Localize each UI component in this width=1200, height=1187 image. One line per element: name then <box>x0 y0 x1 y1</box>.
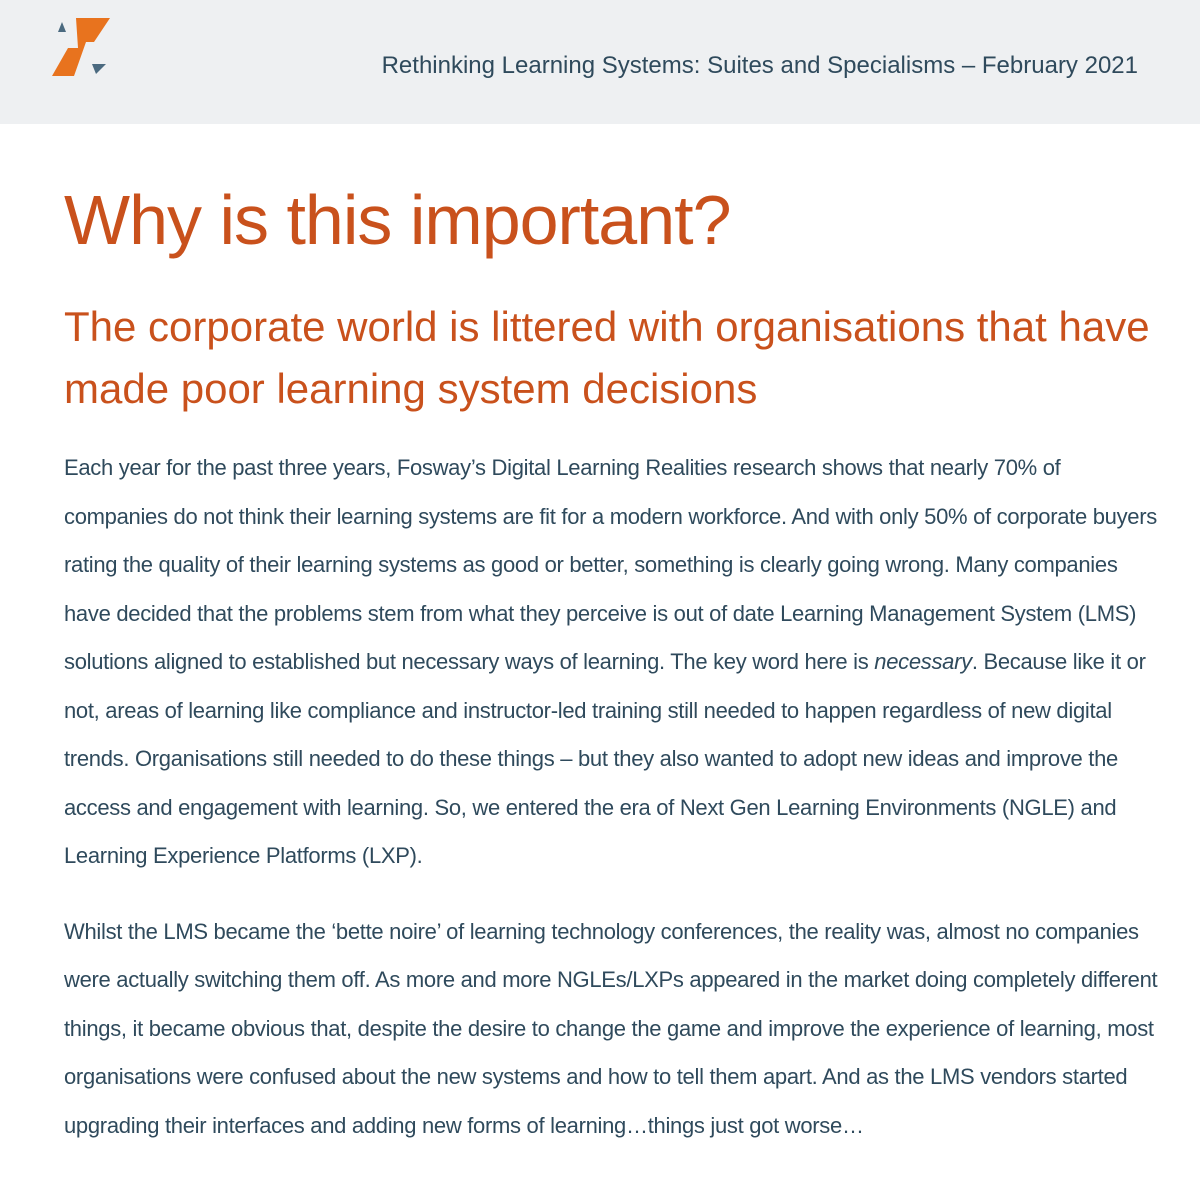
page-header <box>0 0 1200 124</box>
body-paragraph-1 <box>64 444 1160 881</box>
document-header-title: Rethinking Learning Systems: Suites and Specialisms – February 2021 <box>381 52 1138 79</box>
emphasis-necessary: necessary <box>874 649 972 674</box>
fosway-logo-icon <box>48 18 114 82</box>
body-paragraph-2: Whilst the LMS became the ‘bette noire’ of learning technology conferences, the reality was, almost no companies were actually switching them off. As more and more NGLEs/LXPs appeared in the market doing completely different things, it became obvious that, despite the desire to change the game and improve the experience of learning, most organisations were confused about the new systems and how to tell them apart. And as the LMS vendors started upgrading their interfaces and adding new forms of learning…things just got worse… <box>64 918 1158 1138</box>
page-title: Why is this important? <box>64 181 731 259</box>
paragraph-1-text-b: . Because like it or not, areas of learning like compliance and instructor-led training still needed to happen regardless of new digital trends. Organisations still needed to do these things – but they also wanted to adopt new ideas and improve the access and engagement with learning. So, we entered the era of Next Gen Learning Environments (NGLE) and Learning Experience Platforms (LXP). <box>64 649 1146 868</box>
section-subtitle: The corporate world is littered with organisations that have made poor learning system decisions <box>64 303 1150 412</box>
paragraph-1-text-a: Each year for the past three years, Fosway’s Digital Learning Realities research shows that nearly 70% of companies do not think their learning systems are fit for a modern workforce. And with only 50% of corporate buyers rating the quality of their learning systems as good or better, something is clearly going wrong. Many companies have decided that the problems stem from what they perceive is out of date Learning Management System (LMS) solutions aligned to established but necessary ways of learning. The key word here is <box>64 455 1157 674</box>
main-content <box>64 170 1164 1150</box>
